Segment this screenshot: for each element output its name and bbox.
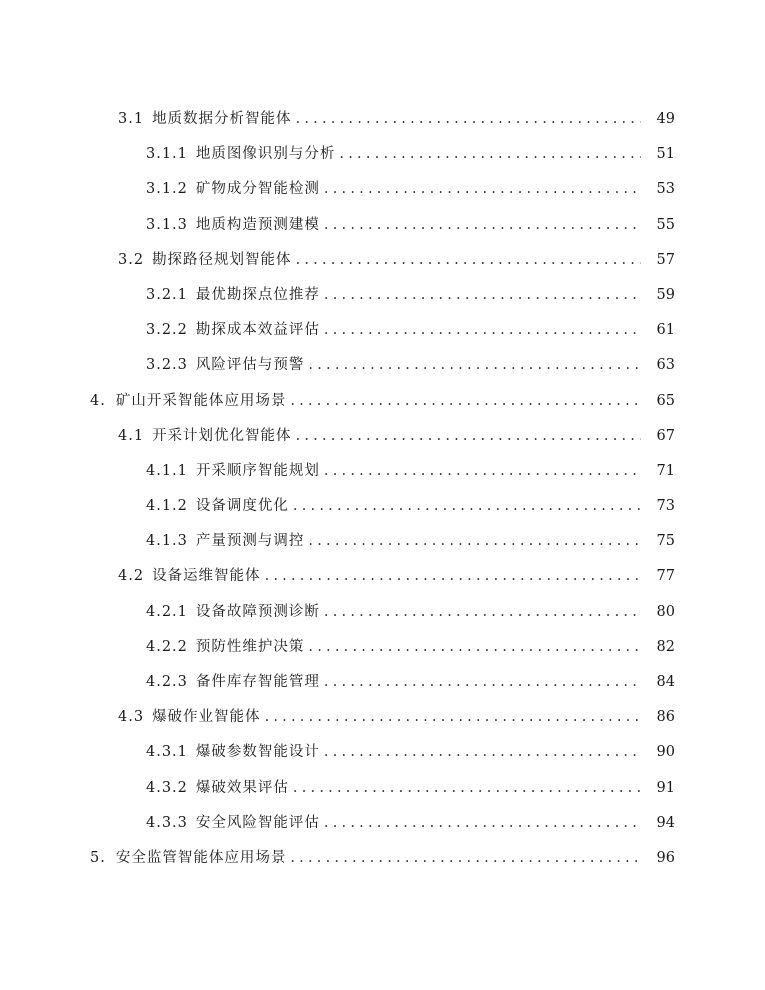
toc-entry-number: 5.: [90, 849, 106, 866]
toc-entry-number: 3.2.2: [146, 322, 188, 339]
toc-dot-leader: [290, 850, 641, 866]
toc-entry-title: 矿山开采智能体应用场景: [115, 392, 287, 409]
toc-entry-page-number: 71: [656, 462, 675, 479]
toc-entry[interactable]: [0, 740, 765, 775]
toc-entry-title: 设备故障预测诊断: [195, 603, 320, 620]
toc-entry-title: 开采计划优化智能体: [152, 427, 292, 444]
toc-entry-page-number: 57: [656, 251, 675, 268]
toc-entry-number: 4.3.3: [146, 814, 188, 831]
toc-entry[interactable]: [0, 459, 765, 494]
toc-entry-title: 勘探成本效益评估: [195, 322, 320, 339]
toc-entry-title: 风险评估与预警: [195, 357, 305, 374]
toc-dot-leader: [308, 357, 641, 373]
toc-dot-leader: [324, 181, 641, 197]
toc-dot-leader: [324, 674, 641, 690]
toc-entry-title: 地质图像识别与分析: [195, 146, 336, 163]
toc-dot-leader: [324, 322, 641, 338]
toc-entry[interactable]: [0, 107, 765, 142]
toc-dot-leader: [339, 146, 641, 162]
toc-entry-number: 3.2.1: [146, 286, 188, 303]
toc-dot-leader: [290, 393, 641, 409]
toc-entry[interactable]: [0, 811, 765, 846]
toc-entry-page-number: 49: [656, 111, 675, 127]
toc-entry-title: 设备运维智能体: [152, 568, 261, 585]
toc-entry-number: 4.1: [118, 427, 145, 444]
toc-entry-page-number: 96: [656, 849, 675, 866]
toc-entry-title: 最优勘探点位推荐: [195, 286, 320, 303]
toc-entry-title: 地质数据分析智能体: [152, 111, 292, 127]
toc-entry-page-number: 55: [656, 216, 675, 233]
toc-entry[interactable]: [0, 213, 765, 248]
toc-entry-title: 地质构造预测建模: [195, 216, 320, 233]
toc-entry[interactable]: [0, 600, 765, 635]
toc-entry[interactable]: [0, 635, 765, 670]
toc-entry-number: 3.1.3: [146, 216, 188, 233]
toc-entry-number: 4.2.3: [146, 674, 188, 690]
toc-entry-page-number: 65: [656, 392, 675, 409]
toc-entry[interactable]: [0, 177, 765, 212]
toc-entry-number: 3.1.2: [146, 181, 188, 198]
toc-dot-leader: [265, 568, 641, 584]
toc-dot-leader: [296, 111, 641, 127]
toc-entry-page-number: 82: [656, 638, 675, 655]
toc-entry-number: 4.3.1: [146, 744, 188, 761]
toc-entry[interactable]: [0, 353, 765, 388]
toc-dot-leader: [308, 639, 641, 655]
toc-entry-page-number: 67: [656, 427, 675, 444]
toc-entry-page-number: 51: [656, 146, 675, 163]
toc-entry-number: 4.3.2: [146, 779, 188, 796]
toc-entry-page-number: 53: [656, 181, 675, 198]
toc-entry-title: 预防性维护决策: [195, 638, 305, 655]
toc-entry-number: 3.2: [118, 251, 145, 268]
toc-entry[interactable]: [0, 424, 765, 459]
toc-dot-leader: [296, 252, 641, 268]
toc-entry-page-number: 59: [656, 286, 675, 303]
toc-dot-leader: [293, 498, 641, 514]
toc-entry-number: 4.2.2: [146, 638, 188, 655]
toc-entry-title: 矿物成分智能检测: [195, 181, 320, 198]
toc-entry[interactable]: [0, 142, 765, 177]
toc-dot-leader: [265, 709, 641, 725]
toc-entry-page-number: 75: [656, 533, 675, 550]
toc-entry-title: 爆破作业智能体: [152, 709, 261, 726]
toc-dot-leader: [324, 217, 641, 233]
toc-entry-title: 勘探路径规划智能体: [152, 251, 292, 268]
toc-entry-number: 4.2: [118, 568, 145, 585]
toc-entry-title: 备件库存智能管理: [195, 674, 320, 690]
toc-entry[interactable]: [0, 670, 765, 705]
toc-entry-number: 4.1.2: [146, 498, 188, 515]
toc-entry-title: 设备调度优化: [195, 498, 289, 515]
toc-entry-number: 4.: [90, 392, 106, 409]
toc-entry-number: 3.2.3: [146, 357, 188, 374]
toc-entry-title: 爆破参数智能设计: [195, 744, 320, 761]
toc-entry[interactable]: [0, 705, 765, 740]
toc-entry-number: 4.2.1: [146, 603, 188, 620]
toc-dot-leader: [296, 428, 641, 444]
toc-entry-page-number: 73: [656, 498, 675, 515]
toc-entry[interactable]: [0, 494, 765, 529]
toc-entry-page-number: 80: [656, 603, 675, 620]
toc-entry-number: 4.3: [118, 709, 145, 726]
toc-entry[interactable]: [0, 389, 765, 424]
toc-dot-leader: [293, 780, 641, 796]
toc-entry-page-number: 91: [656, 779, 675, 796]
toc-entry-page-number: 86: [656, 709, 675, 726]
toc-dot-leader: [324, 744, 641, 760]
toc-entry[interactable]: [0, 248, 765, 283]
toc-dot-leader: [324, 604, 641, 620]
toc-entry-number: 3.1.1: [146, 146, 188, 163]
toc-dot-leader: [324, 287, 641, 303]
toc-entry-title: 安全风险智能评估: [195, 814, 320, 831]
toc-entry[interactable]: [0, 318, 765, 353]
toc-entry-title: 爆破效果评估: [195, 779, 289, 796]
toc-entry-title: 开采顺序智能规划: [195, 462, 320, 479]
toc-entry[interactable]: [0, 529, 765, 564]
toc-entry-number: 4.1.3: [146, 533, 188, 550]
table-of-contents: [0, 107, 765, 881]
toc-entry-page-number: 63: [656, 357, 675, 374]
toc-entry-number: 4.1.1: [146, 462, 188, 479]
toc-dot-leader: [324, 815, 641, 831]
toc-entry[interactable]: [0, 776, 765, 811]
toc-entry-title: 安全监管智能体应用场景: [115, 849, 287, 866]
toc-entry[interactable]: [0, 564, 765, 599]
toc-entry-page-number: 94: [656, 814, 675, 831]
toc-dot-leader: [324, 463, 641, 479]
toc-entry-page-number: 77: [656, 568, 675, 585]
toc-entry-page-number: 90: [656, 744, 675, 761]
toc-entry-title: 产量预测与调控: [195, 533, 305, 550]
toc-dot-leader: [308, 533, 641, 549]
toc-entry[interactable]: [0, 283, 765, 318]
toc-entry-number: 3.1: [118, 111, 145, 127]
toc-entry-page-number: 84: [656, 674, 675, 690]
toc-entry-page-number: 61: [656, 322, 675, 339]
toc-entry[interactable]: [0, 846, 765, 881]
